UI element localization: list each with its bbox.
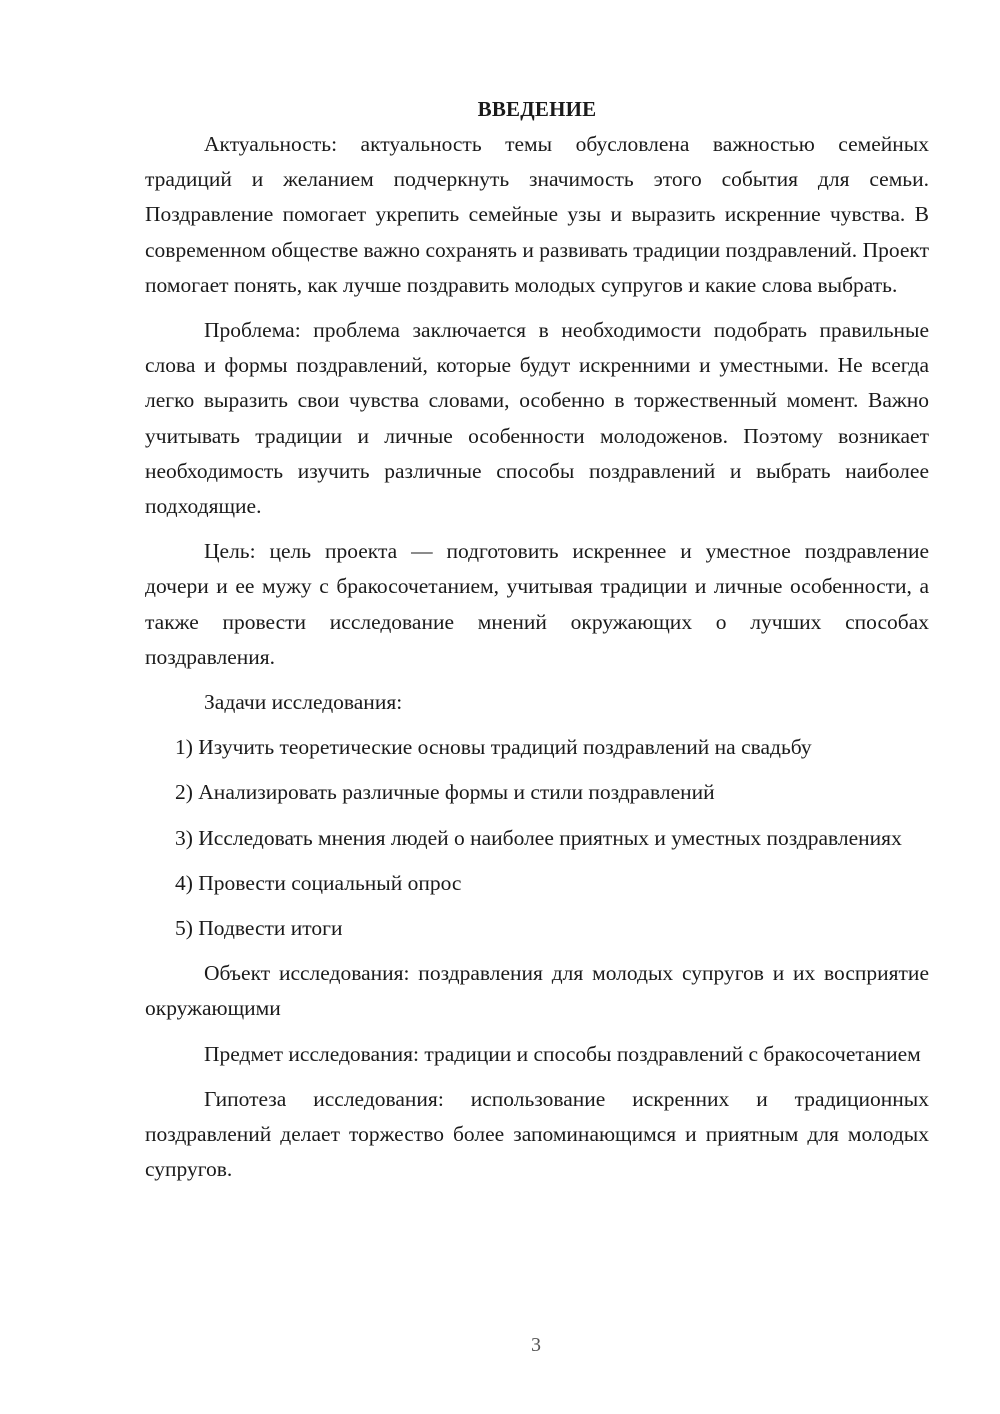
paragraph-goal: Цель: цель проекта — подготовить искреннее и уместное поздравление дочери и ее мужу с бракосочетанием, учитывая традиции и личные особенности, а также провести исследование мнений окружающих о лучших способах поздравления.	[145, 539, 929, 669]
task-item-4: 4) Провести социальный опрос	[175, 870, 462, 895]
task-item-3: 3) Исследовать мнения людей о наиболее приятных и уместных поздравлениях	[175, 825, 902, 850]
task-item-1: 1) Изучить теоретические основы традиций поздравлений на свадьбу	[175, 735, 812, 760]
paragraph-problem: Проблема: проблема заключается в необходимости подобрать правильные слова и формы поздравлений, которые будут искренними и уместными. Не всегда легко выразить свои чувства словами, особенно в торжественный момент. Важно учитывать традиции и личные особенности молодоженов. Поэтому возникает необходимость изучить различные способы поздравлений и выбрать наиболее подходящие.	[145, 318, 929, 519]
paragraph-relevance: Актуальность: актуальность темы обусловлена важностью семейных традиций и желанием подчеркнуть значимость этого события для семьи. Поздравление помогает укрепить семейные узы и выразить искренние чувства. В современном обществе важно сохранять и развивать традиции поздравлений. Проект помогает понять, как лучше поздравить молодых супругов и какие слова выбрать.	[145, 132, 929, 297]
page-number: 3	[531, 1334, 541, 1356]
paragraph-subject: Предмет исследования: традиции и способы поздравлений с бракосочетанием	[204, 1041, 921, 1066]
tasks-list	[145, 730, 929, 946]
document-page	[145, 92, 929, 1197]
document-title: ВВЕДЕНИЕ	[477, 97, 597, 121]
task-item-5: 5) Подвести итоги	[175, 916, 343, 941]
tasks-heading: Задачи исследования:	[204, 690, 403, 715]
paragraph-object: Объект исследования: поздравления для молодых супругов и их восприятие окружающими	[145, 961, 929, 1021]
paragraph-hypothesis: Гипотеза исследования: использование искренних и традиционных поздравлений делает торжество более запоминающимся и приятным для молодых супругов.	[145, 1086, 929, 1182]
task-item-2: 2) Анализировать различные формы и стили поздравлений	[175, 780, 715, 805]
